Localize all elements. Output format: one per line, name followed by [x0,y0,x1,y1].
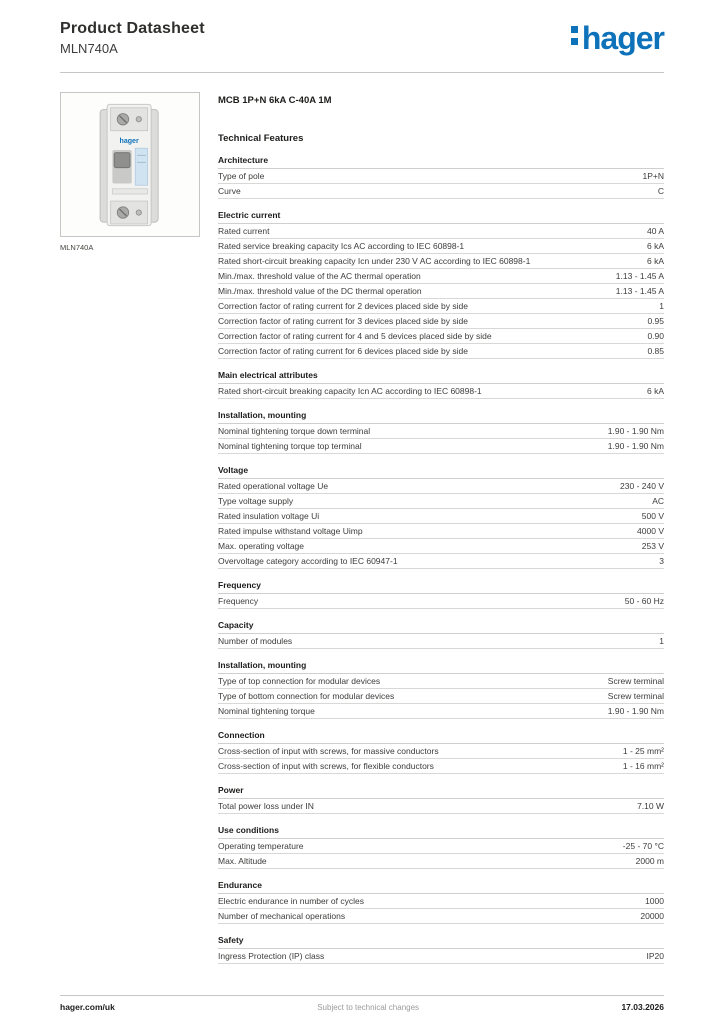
row-label: Rated current [218,226,270,236]
row-label: Total power loss under IN [218,801,314,811]
section-title: Connection [218,728,664,744]
row-value: 1.13 - 1.45 A [615,271,664,281]
page-title: Product Datasheet [60,20,205,37]
hager-logo [571,20,664,57]
row-label: Operating temperature [218,841,304,851]
section-title: Power [218,783,664,799]
row-label: Nominal tightening torque [218,706,315,716]
row-value: 6 kA [646,256,664,266]
spec-sections [218,153,664,964]
product-reference: MLN740A [60,41,118,56]
spec-section [218,578,664,609]
row-label: Rated insulation voltage Ui [218,511,320,521]
row-label: Overvoltage category according to IEC 60947-1 [218,556,398,566]
row-value: 1.90 - 1.90 Nm [607,706,664,716]
table-row [218,554,664,569]
row-label: Max. operating voltage [218,541,304,551]
row-label: Nominal tightening torque top terminal [218,441,362,451]
table-row [218,384,664,399]
row-value: 20000 [640,911,664,921]
row-value: 230 - 240 V [620,481,664,491]
table-row [218,224,664,239]
row-label: Min./max. threshold value of the AC thermal operation [218,271,421,281]
section-title: Safety [218,933,664,949]
spec-section [218,463,664,569]
row-value: 1.90 - 1.90 Nm [607,441,664,451]
row-label: Rated short-circuit breaking capacity Icn under 230 V AC according to IEC 60898-1 [218,256,531,266]
table-row [218,759,664,774]
spec-section [218,728,664,774]
spec-section [218,153,664,199]
table-row [218,284,664,299]
row-label: Correction factor of rating current for 2 devices placed side by side [218,301,468,311]
row-value: Screw terminal [607,691,664,701]
spec-section [218,823,664,869]
section-title: Installation, mounting [218,408,664,424]
table-row [218,634,664,649]
product-title: MCB 1P+N 6kA C-40A 1M [218,95,332,106]
row-label: Nominal tightening torque down terminal [218,426,371,436]
section-title: Main electrical attributes [218,368,664,384]
section-title: Use conditions [218,823,664,839]
row-value: 4000 V [637,526,664,536]
table-row [218,799,664,814]
logo-wordmark: hager [581,20,664,57]
row-value: 1.90 - 1.90 Nm [607,426,664,436]
footer-disclaimer: Subject to technical changes [317,1003,420,1012]
row-value: AC [652,496,664,506]
row-value: 1.13 - 1.45 A [615,286,664,296]
row-label: Type of top connection for modular devices [218,676,381,686]
table-row [218,524,664,539]
table-row [218,674,664,689]
table-row [218,689,664,704]
row-label: Correction factor of rating current for 3 devices placed side by side [218,316,468,326]
row-value: 0.85 [647,346,664,356]
table-row [218,854,664,869]
table-row [218,494,664,509]
row-value: 1 [659,636,664,646]
row-label: Curve [218,186,241,196]
section-title: Electric current [218,208,664,224]
table-row [218,509,664,524]
header-titles [60,20,205,56]
logo-dot [571,26,578,33]
row-value: 1 [659,301,664,311]
row-value: 0.90 [647,331,664,341]
mcb-product-image [75,99,185,231]
table-row [218,169,664,184]
logo-colon-icon [571,26,578,51]
section-title: Installation, mounting [218,658,664,674]
table-row [218,239,664,254]
row-label: Number of mechanical operations [218,911,346,921]
row-value: 1 - 25 mm² [622,746,664,756]
table-row [218,329,664,344]
table-row [218,269,664,284]
spec-section [218,933,664,964]
row-label: Cross-section of input with screws, for massive conductors [218,746,439,756]
content-area [60,92,664,964]
row-value: 1 - 16 mm² [622,761,664,771]
table-row [218,839,664,854]
spec-section [218,783,664,814]
page-footer [60,995,664,1012]
product-image-frame [60,92,200,237]
table-row [218,744,664,759]
row-value: 2000 m [635,856,664,866]
row-label: Max. Altitude [218,856,267,866]
table-row [218,949,664,964]
table-row [218,299,664,314]
row-value: 253 V [641,541,664,551]
row-label: Ingress Protection (IP) class [218,951,325,961]
table-row [218,344,664,359]
row-label: Rated operational voltage Ue [218,481,329,491]
row-value: 7.10 W [637,801,664,811]
table-row [218,184,664,199]
section-title: Endurance [218,878,664,894]
row-value: -25 - 70 °C [622,841,664,851]
row-label: Frequency [218,596,259,606]
technical-features-heading: Technical Features [218,133,304,144]
spec-section [218,408,664,454]
row-label: Rated service breaking capacity Ics AC according to IEC 60898-1 [218,241,465,251]
table-row [218,424,664,439]
spec-column [218,92,664,964]
table-row [218,479,664,494]
table-row [218,894,664,909]
table-row [218,704,664,719]
row-value: Screw terminal [607,676,664,686]
footer-date: 17.03.2026 [621,1002,664,1012]
row-value: 40 A [646,226,664,236]
row-label: Electric endurance in number of cycles [218,896,364,906]
row-label: Rated short-circuit breaking capacity Icn AC according to IEC 60898-1 [218,386,482,396]
table-row [218,314,664,329]
page-header [60,20,664,56]
product-visual-column [60,92,200,964]
row-value: IP20 [646,951,664,961]
section-title: Frequency [218,578,664,594]
row-label: Type voltage supply [218,496,294,506]
spec-section [218,658,664,719]
spec-section [218,618,664,649]
row-value: 1000 [645,896,664,906]
row-label: Rated impulse withstand voltage Uimp [218,526,363,536]
row-value: 3 [659,556,664,566]
svg-text:hager: hager [119,137,139,145]
row-value: 6 kA [646,241,664,251]
row-label: Cross-section of input with screws, for flexible conductors [218,761,434,771]
section-title: Architecture [218,153,664,169]
row-label: Type of bottom connection for modular devices [218,691,395,701]
spec-section [218,878,664,924]
row-label: Type of pole [218,171,265,181]
table-row [218,909,664,924]
table-row [218,594,664,609]
logo-dot [571,38,578,45]
row-value: 500 V [641,511,664,521]
section-title: Capacity [218,618,664,634]
table-row [218,254,664,269]
spec-section [218,208,664,359]
row-label: Number of modules [218,636,293,646]
row-value: 1P+N [642,171,664,181]
table-row [218,539,664,554]
header-divider [60,72,664,73]
row-label: Correction factor of rating current for 6 devices placed side by side [218,346,468,356]
table-row [218,439,664,454]
row-value: C [657,186,664,196]
section-title: Voltage [218,463,664,479]
product-image-caption: MLN740A [60,243,94,252]
row-value: 6 kA [646,386,664,396]
footer-website-link[interactable]: hager.com/uk [60,1002,115,1012]
row-value: 50 - 60 Hz [624,596,664,606]
row-label: Correction factor of rating current for 4 and 5 devices placed side by side [218,331,492,341]
row-value: 0.95 [647,316,664,326]
row-label: Min./max. threshold value of the DC thermal operation [218,286,422,296]
spec-section [218,368,664,399]
